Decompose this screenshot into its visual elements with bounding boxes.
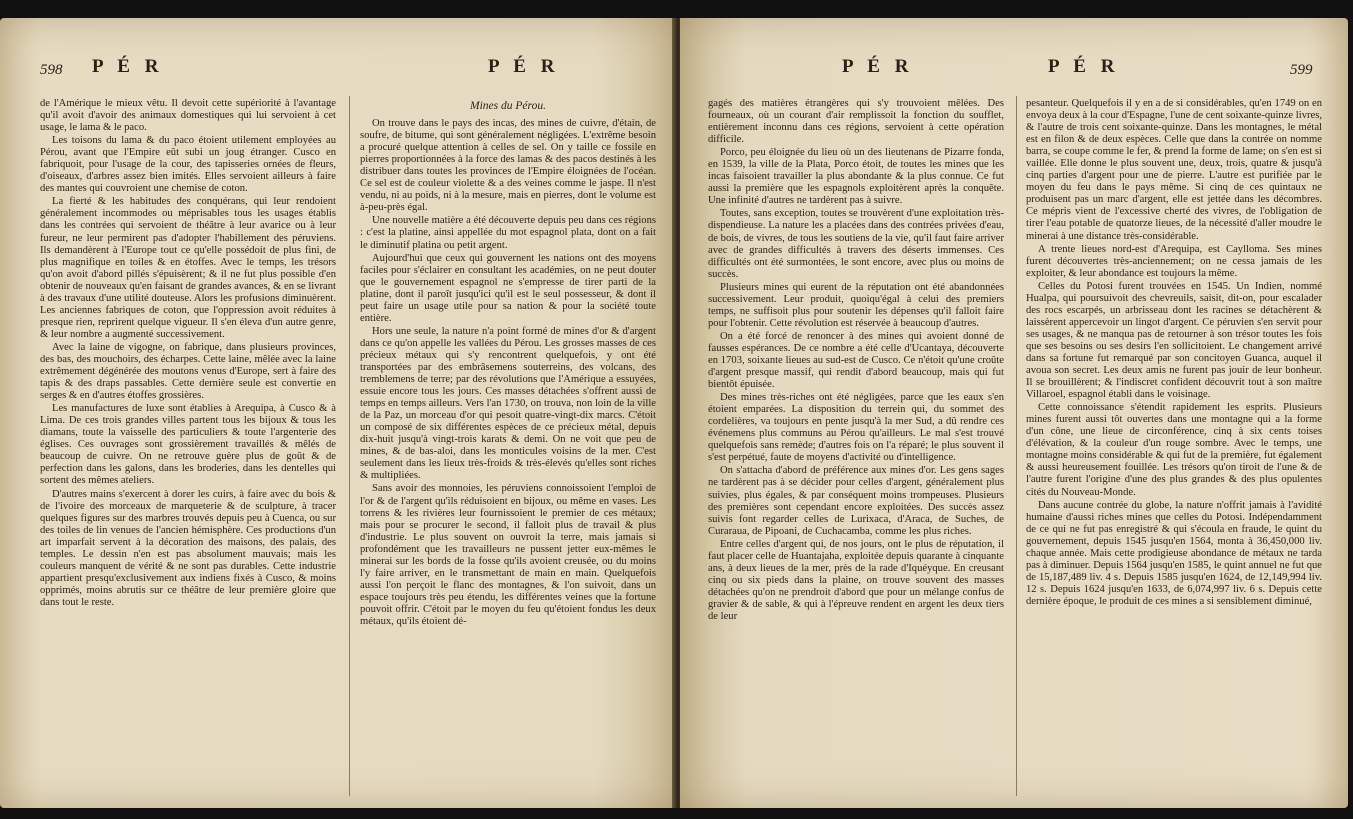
paragraph: de l'Amérique le mieux vêtu. Il devoit cette supériorité à l'avantage qu'il avoit d'avoir des animaux domestiques qui lui servoient à cet usage, le lama & le paco. — [40, 98, 336, 134]
paragraph: Entre celles d'argent qui, de nos jours, ont le plus de réputation, il faut placer celle de Huantajaha, exploitée depuis quarante à cinquante ans, à deux lieues de la mer, près de la rade d'Iquéyque. En creusant cinq ou six pieds dans la plaine, on trouve souvent des masses détachées qu'on ne prendroit d'abord que pour un mélange confus de gravier & de sable, & qui à l'épreuve rendent en argent les deux tiers de leur — [708, 538, 1004, 622]
paragraph: A trente lieues nord-est d'Arequipa, est Caylloma. Ses mines furent découvertes très-anciennement; on ne cessa jamais de les exploiter, & leur abondance est toujours la même. — [1026, 243, 1322, 279]
paragraph: Cette connoissance s'étendit rapidement les esprits. Plusieurs mines furent aussi tôt ouvertes dans une montagne qui a la forme d'un cône, une lieue de circonférence, cinq à six cents toises d'élévation, & la couleur d'un rouge sombre. Avec le temps, une montagne moins considérable & qui fut de la première, fut également & aussi heureusement fouillée. Les trésors qu'on tiroit de l'une & de l'autre furent l'origine d'une des plus grandes & des plus opulentes cités du Nouveau-Monde. — [1026, 402, 1322, 498]
paragraph: Une nouvelle matière a été découverte depuis peu dans ces régions : c'est la platine, ainsi appellée du mot espagnol plata, dont on a fait le diminutif platina ou petit argent. — [360, 215, 656, 251]
running-head-left-b: P É R — [488, 56, 560, 77]
paragraph: D'autres mains s'exercent à dorer les cuirs, à faire avec du bois & de l'ivoire des morceaux de marqueterie & de sculpture, à tracer quelques figures sur des marbres trouvés depuis peu à Cuenca, ou sur des toiles de lin venues de l'ancien hémisphère. Ces productions d'un art imparfait servent à la décoration des maisons, des palais, des temples. Le dessin n'en est pas absolument mauvais; mais les couleurs manquent de vérité & ne sont pas durables. Cette industrie appartient presqu'exclusivement aux indiens fixés à Cusco, & moins opprimés, moins abrutis sur ce théâtre de leur première gloire que dans tout le reste. — [40, 488, 336, 608]
right-column-1 — [708, 98, 1004, 798]
paragraph: Celles du Potosi furent trouvées en 1545. Un Indien, nommé Hualpa, qui poursuivoit des chevreuils, saisit, dit-on, pour escalader des rocs escarpés, un arbrisseau dont les racines se détachèrent & laissèrent appercevoir un lingot d'argent. Ce péruvien s'en servit pour ses usages, & ne manqua pas de retourner à son trésor toutes les fois que ses besoins ou ses desirs l'en sollicitoient. Le changement arrivé dans sa fortune fut remarqué par son concitoyen Guanca, auquel il avoua son secret. Les deux amis ne furent pas jouir de leur bonheur. Il se brouillèrent; & l'indiscret confident découvrit tout à son maître Villaroel, espagnol établi dans le voisinage. — [1026, 280, 1322, 401]
paragraph: Toutes, sans exception, toutes se trouvèrent d'une exploitation très-dispendieuse. La nature les a placées dans des contrées privées d'eau, de bois, de vivres, de tous les soutiens de la vie, qu'il faut faire arriver avec de grandes difficultés à travers des déserts immenses. Ces difficultés ont été surmontées, le sont encore, avec plus ou moins de succès. — [708, 208, 1004, 280]
paragraph: Plusieurs mines qui eurent de la réputation ont été abandonnées successivement. Leur produit, quoiqu'égal à celui des premiers temps, ne suffisoit plus pour soutenir les dépenses qu'il falloit faire pour l'obtenir. Cette révolution est réservée à beaucoup d'autres. — [708, 281, 1004, 329]
paragraph: Dans aucune contrée du globe, la nature n'offrit jamais à l'avidité humaine d'aussi riches mines que celles du Potosi. Indépendamment de ce qui ne fut pas enregistré & qui s'écoula en fraude, le quint du gouvernement, depuis 1545 jusqu'en 1564, monta à 36,450,000 liv. chaque année. Mais cette prodigieuse abondance de métaux ne tarda pas à diminuer. Depuis 1564 jusqu'en 1585, le quint annuel ne fut que de 15,187,489 liv. 4 s. Depuis 1585 jusqu'en 1624, de 12,149,994 liv. 12 s. Depuis 1624 jusqu'en 1633, de 6,074,997 liv. 6 s. Depuis cette dernière époque, le produit de ces mines a si sensiblement diminué, — [1026, 499, 1322, 607]
running-head-right-a: P É R — [842, 56, 914, 77]
paragraph: Des mines très-riches ont été négligées, parce que les eaux s'en étoient emparées. La disposition du terrein qui, du sommet des cordelières, va toujours en pente jusqu'à la mer Sud, a dû rendre ces événemens plus communs au Pérou qu'ailleurs. Le mal s'est trouvé quelquefois sans remède; d'autres fois on l'a réparé; le plus souvent il s'est perpétué, faute de moyens d'activité ou d'intelligence. — [708, 392, 1004, 464]
paragraph: Aujourd'hui que ceux qui gouvernent les nations ont des moyens faciles pour s'éclairer en consultant les académies, on ne peut douter que le gouvernement espagnol ne s'empresse de tirer parti de la platine, dont il paroît jusqu'ici qu'il est le seul possesseur, & dont il peut faire un usage utile pour sa nation & pour la société toute entière. — [360, 252, 656, 324]
paragraph: On trouve dans le pays des incas, des mines de cuivre, d'étain, de soufre, de bitume, qui sont généralement négligées. L'extrême besoin a procuré quelque attention à celles de sel. On y taille ce fossile en pierres proportionnées à la force des lamas & des pacos destinés à les distribuer dans toutes les provinces de l'Empire éloignées de l'océan. Ce sel est de couleur violette & a des veines comme le jaspe. Il n'est vendu, ni au poids, ni à la mesure, mais en pierres, dont le volume est à-peu-près égal. — [360, 118, 656, 214]
running-head-left-a: P É R — [92, 56, 164, 77]
page-number-left: 598 — [40, 62, 63, 78]
paragraph: On a été forcé de renoncer à des mines qui avoient donné de fausses espérances. De ce nombre a été celle d'Ucantaya, découverte en 1703, soixante lieues au sud-est de Cusco. Ce n'étoit qu'une croûte d'argent presque massif, qui rendit d'abord beaucoup, mais qui fut bientôt épuisée. — [708, 330, 1004, 391]
left-column-2 — [360, 98, 656, 798]
column-rule — [1016, 96, 1017, 796]
paragraph: Hors une seule, la nature n'a point formé de mines d'or & d'argent dans ce qu'on appelle les vallées du Pérou. Les grosses masses de ces précieux métaux qui s'y rencontrent quelquefois, y ont été transportées par des embrâsemens souterreins, des volcans, des tremblemens de terre; par des révolutions que l'Amérique a essuyées, essuie encore tous les jours. Ces masses détachées s'offrent aussi de temps en temps ailleurs. Vers l'an 1730, on trouva, non loin de la ville de la Paz, un morceau d'or qui pesoit quatre-vingt-dix marcs. C'étoit un composé de six différentes espèces de ce précieux métal, depuis dix-huit jusqu'à vingt-trois karats & demi. On ne voit que peu de mines, & de bas-aloi, dans les monticules voisins de la mer. C'est seulement dans les lieux très-froids & très-élevés qu'elles sont riches & multipliées. — [360, 325, 656, 482]
right-column-2 — [1026, 98, 1322, 798]
section-subhead: Mines du Pérou. — [470, 100, 546, 112]
running-head-right-b: P É R — [1048, 56, 1120, 77]
paragraph: Avec la laine de vigogne, on fabrique, dans plusieurs provinces, des bas, des mouchoirs, des écharpes. Cette laine, mêlée avec la laine extrêmement dégénérée des moutons venus d'Europe, sert à faire des tapis & des draps passables. Cette dernière seule est convertie en serges & en d'autres étoffes grossières. — [40, 341, 336, 402]
left-column-1 — [40, 98, 336, 798]
paragraph: Sans avoir des monnoies, les péruviens connoissoient l'emploi de l'or & de l'argent qu'ils réduisoient en bijoux, ou même en vases. Les torrens & les rivières leur fournissoient le premier de ces métaux; mais pour se procurer le second, il falloit plus de travail & plus d'industrie. Le plus souvent on ouvroit la terre, mais jamais si profondément que les travailleurs ne pussent jetter eux-mêmes le minerai sur les bords de la fosse qu'ils avoient creusée, ou du moins l'y faire arriver, en le transmettant de main en main. Quelquefois aussi l'on perçoit le flanc des montagnes, & l'on suivoit, dans un espace toujours très peu étendu, les différentes veines que la fortune pouvoit offrir. C'étoit par le moyen du feu qu'étoient fondus les deux métaux, qu'ils étoient dé- — [360, 483, 656, 627]
column-rule — [349, 96, 350, 796]
right-page — [680, 18, 1348, 808]
paragraph: Les toisons du lama & du paco étoient utilement employées au Pérou, avant que l'Empire eût subi un joug étranger. Cusco en fabriquoit, pour l'usage de la cour, des tapisseries ornées de fleurs, d'oiseaux, d'arbres assez bien imités. Elles servoient ailleurs à faire des mantes qui couvroient une chemise de coton. — [40, 135, 336, 195]
paragraph: La fierté & les habitudes des conquérans, qui leur rendoient généralement incommodes ou méprisables tous les usages établis dans les contrées qui servoient de théâtre à leur avarice ou à leur fureur, ne leur permirent pas d'adopter l'habillement des péruviens. Ils demandèrent à l'Europe tout ce qu'elle possédoit de plus fini, de plus magnifique en toiles & en étoffes. Avec le temps, les trésors qu'on avoit d'abord pillés s'épuisèrent; & il ne fut plus possible d'en obtenir de nouveaux qu'en faisant de grandes avances, & en se livrant à des travaux d'une utilité douteuse. Alors les profusions diminuèrent. Les anciennes fabriques de coton, que l'oppression avoit réduites à presque rien, reprirent quelque vigueur. Il s'en éleva d'un autre genre, & leur nombre a augmenté successivement. — [40, 196, 336, 340]
paragraph: gagés des matières étrangères qui s'y trouvoient mêlées. Des fourneaux, où un courant d'air remplissoit la fonction du soufflet, entièrement inconnu dans ces régions, servoient à cette opération difficile. — [708, 98, 1004, 146]
page-number-right: 599 — [1290, 62, 1313, 78]
paragraph: pesanteur. Quelquefois il y en a de si considérables, qu'en 1749 on en envoya deux à la cour d'Espagne, l'une de cent soixante-quinze livres, & l'autre de trois cent soixante-quinze. Dans les montagnes, le métal est en filon & de deux espèces. Celle que dans la contrée on nomme barra, se coupe comme le fer, & prend la forme de lame; on s'en est si vaillée. Elle donne le plus souvent une, deux, trois, quatre & jusqu'à cinq parties d'argent pour une de pierre. L'autre est purifiée par le moyen du feu dans le pays même. Si cinq de ces quintaux ne produisent pas un marc d'argent, elle est jettée dans les décombres. Ce mépris vient de l'excessive cherté des vivres, de l'obligation de tirer l'eau potable de quatorze lieues, de la nécessité d'aller moudre le minerai à une distance très-considérable. — [1026, 98, 1322, 242]
paragraph: Les manufactures de luxe sont établies à Arequipa, à Cusco & à Lima. De ces trois grandes villes partent tous les bijoux & tous les diamans, toute la vaisselle des particuliers & toute l'argenterie des églises. Ces ouvrages sont grossièrement travaillés & mêlés de beaucoup de cuivre. On ne retrouve guère plus de goût & de perfection dans les galons, dans les broderies, dans les dentelles qui sortent des mêmes ateliers. — [40, 403, 336, 487]
left-page — [0, 18, 676, 808]
paragraph: Porco, peu éloignée du lieu où un des lieutenans de Pizarre fonda, en 1539, la ville de la Plata, Porco étoit, de toutes les mines que les incas faisoient travailler la plus abondante & la plus connue. Ce fut aussi la première que les espagnols exploitèrent après la conquête. Une infinité d'autres ne tardèrent pas à suivre. — [708, 147, 1004, 207]
paragraph: On s'attacha d'abord de préférence aux mines d'or. Les gens sages ne tardèrent pas à se décider pour celles d'argent, généralement plus suivies, plus égales, & par conséquent moins trompeuses. Plusieurs des premières sont cependant encore exploitées. Des succès assez suivis font regarder celles de Lurixaca, d'Araca, de Suches, de Curaraua, de Pipoani, de Cuchacamba, comme les plus riches. — [708, 465, 1004, 537]
